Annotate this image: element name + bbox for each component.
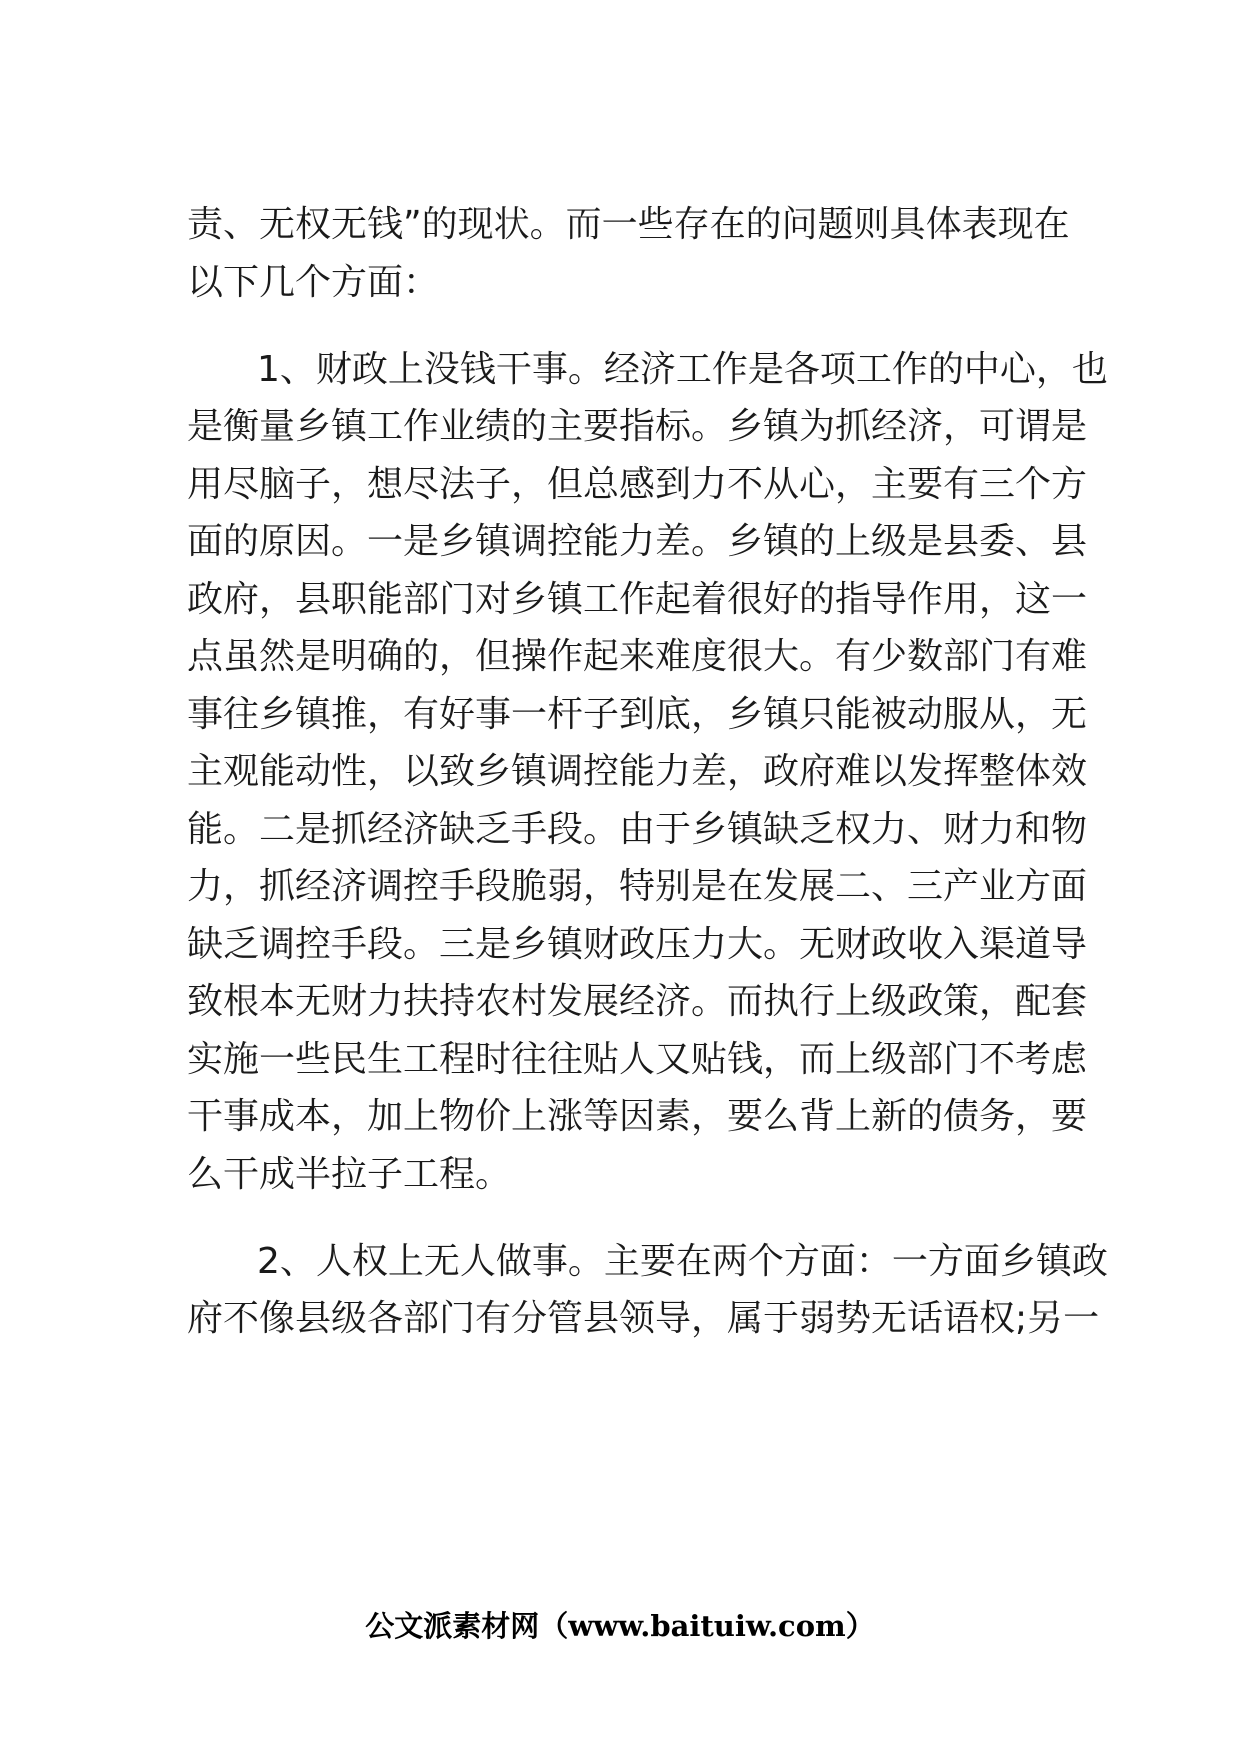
text-line: 干事成本，加上物价上涨等因素，要么背上新的债务，要 — [187, 1096, 1088, 1137]
text-line: 能。二是抓经济缺乏手段。由于乡镇缺乏权力、财力和物 — [187, 809, 1088, 850]
text-line: 么干成半拉子工程。 — [187, 1154, 512, 1195]
text-line: 1、财政上没钱干事。经济工作是各项工作的中心，也 — [257, 349, 1108, 390]
text-line: 以下几个方面： — [187, 262, 440, 303]
text-line: 政府，县职能部门对乡镇工作起着很好的指导作用，这一 — [187, 579, 1088, 620]
text-line: 责、无权无钱”的现状。而一些存在的问题则具体表现在 — [187, 204, 1070, 245]
text-line: 实施一些民生工程时往往贴人又贴钱，而上级部门不考虑 — [187, 1039, 1088, 1080]
text-line: 是衡量乡镇工作业绩的主要指标。乡镇为抓经济，可谓是 — [187, 406, 1088, 447]
text-line: 府不像县级各部门有分管县领导，属于弱势无话语权;另一 — [187, 1298, 1100, 1339]
text-line: 致根本无财力扶持农村发展经济。而执行上级政策，配套 — [187, 981, 1088, 1022]
text-line: 用尽脑子，想尽法子，但总感到力不从心，主要有三个方 — [187, 464, 1088, 505]
text-line: 点虽然是明确的，但操作起来难度很大。有少数部门有难 — [187, 636, 1088, 677]
text-line: 面的原因。一是乡镇调控能力差。乡镇的上级是县委、县 — [187, 521, 1088, 562]
text-line: 缺乏调控手段。三是乡镇财政压力大。无财政收入渠道导 — [187, 924, 1088, 965]
footer-watermark: 公文派素材网（www.baituiw.com） — [365, 1609, 875, 1643]
text-line: 主观能动性，以致乡镇调控能力差，政府难以发挥整体效 — [187, 751, 1088, 792]
text-line: 2、人权上无人做事。主要在两个方面：一方面乡镇政 — [257, 1241, 1108, 1282]
text-line: 事往乡镇推，有好事一杆子到底，乡镇只能被动服从，无 — [187, 694, 1088, 735]
text-line: 力，抓经济调控手段脆弱，特别是在发展二、三产业方面 — [187, 866, 1088, 907]
